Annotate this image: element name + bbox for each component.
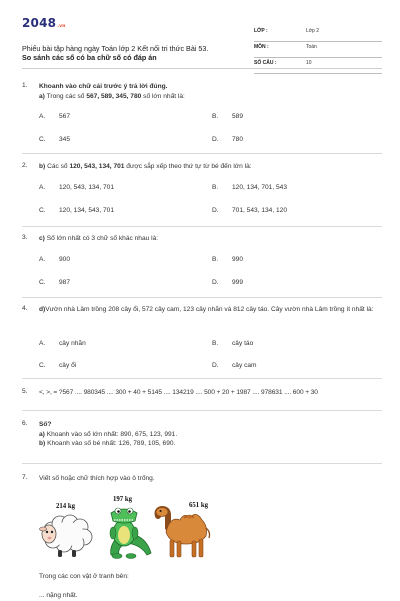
option-a[interactable]: A. cây nhãn [39,340,86,347]
meta-row-class [254,26,382,42]
meta-value: 10 [306,60,312,66]
option-a[interactable]: A. 120, 543, 134, 701 [39,184,114,191]
meta-key: LỚP : [254,28,268,34]
question-divider [22,153,382,154]
meta-row-count [254,58,382,74]
option-d[interactable]: D. 701, 543, 134, 120 [212,207,287,214]
question-prompt: Viết số hoặc chữ thích hợp vào ô trống. [39,475,155,482]
option-c[interactable]: C. 987 [39,279,71,286]
question-number: 6. [22,420,28,427]
question-divider [22,410,382,411]
worksheet-title [22,44,252,62]
question-prompt: c) Số lớn nhất có 3 chữ số khác nhau là: [39,235,159,242]
question-prompt: b) Các số 120, 543, 134, 701 được sắp xếp theo thứ tự từ bé đến lớn là: [39,163,252,170]
site-logo[interactable]: 2048.vn [22,16,66,30]
question-followup: Trong các con vật ở tranh bên: [39,573,129,580]
option-c[interactable]: C. 120, 134, 543, 701 [39,207,114,214]
question-prompt: a) Trong các số 567, 589, 345, 780 số lớn nhất là: [39,92,185,100]
question-number: 4. [22,305,28,312]
option-b[interactable]: B. 589 [212,113,244,120]
option-c[interactable]: C. cây ổi [39,362,77,369]
question-number: 7. [22,474,28,481]
meta-key: MÔN : [254,44,269,50]
meta-table [254,26,382,74]
option-b[interactable]: B. 990 [212,256,244,263]
title-line-2: So sánh các số có ba chữ số có đáp án [22,53,157,62]
question-divider [22,226,382,227]
question-text [39,82,382,101]
meta-row-subject [254,42,382,58]
option-b[interactable]: B. cây táo [212,340,254,347]
option-d[interactable]: D. 780 [212,136,244,143]
question-line-b: b) Khoanh vào số bé nhất: 126, 789, 105, 690. [39,440,176,447]
question-number: 1. [22,82,28,89]
question-divider [22,297,382,298]
question-number: 5. [22,388,28,395]
question-title: Khoanh vào chữ cái trước ý trả lời đúng. [39,83,168,90]
header-divider [22,68,382,69]
question-number: 3. [22,234,28,241]
camel-image [150,506,212,560]
crocodile-image [97,505,153,560]
meta-value: Toán [306,44,317,50]
option-b[interactable]: B. 120, 134, 701, 543 [212,184,287,191]
option-d[interactable]: D. 999 [212,279,244,286]
option-a[interactable]: A. 900 [39,256,71,263]
weight-label-crocodile: 197 kg [113,496,133,503]
fill-blank-line[interactable]: ... nặng nhất. [39,592,78,599]
option-d[interactable]: D. cây cam [212,362,257,369]
meta-value: Lớp 2 [306,28,320,34]
question-text [39,420,382,449]
question-divider [22,378,382,379]
weight-label-camel: 651 kg [189,502,209,509]
question-divider [22,463,382,464]
sheep-image [38,510,96,558]
option-a[interactable]: A. 567 [39,113,71,120]
option-c[interactable]: C. 345 [39,136,71,143]
weight-label-sheep: 214 kg [56,503,76,510]
worksheet-header [22,12,382,66]
question-prompt: d)Vườn nhà Lâm trồng 208 cây ổi, 572 cây cam, 123 cây nhãn và 812 cây táo. Cây vườn nhà Lâm trồng ít nhất là: [39,306,374,313]
title-line-1: Phiếu bài tập hàng ngày Toán lớp 2 Kết nối tri thức Bài 53. [22,44,209,53]
question-line-a: a) Khoanh vào số lớn nhất: 890, 675, 123, 991. [39,430,178,438]
question-prompt: <, >, = ?567 .... 980345 .... 300 + 40 + 5145 .... 134219 .... 500 + 20 + 1987 .... 978631 .... 600 + 30 [39,389,318,396]
question-title: Số? [39,421,52,428]
meta-key: SỐ CÂU : [254,60,277,66]
question-number: 2. [22,162,28,169]
